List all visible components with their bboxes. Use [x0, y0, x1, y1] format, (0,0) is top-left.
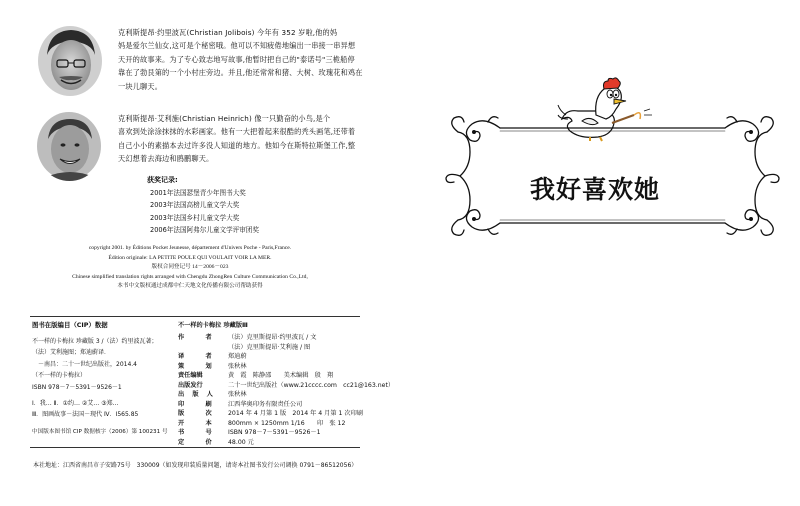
cip-classification: Ⅰ．我… Ⅱ．①约… ②艾… ③郑… — [32, 399, 119, 407]
author-portrait-1 — [37, 25, 104, 97]
award-item: 2001年法国瑟堡青少年图书大奖 — [150, 188, 246, 197]
copyright-line: Édition originale: LA PETITE POULE QUI VOULAIT VOIR LA MER. — [108, 254, 272, 261]
cip-line: （法）艾利施图；郑迪蔚译． — [32, 349, 111, 357]
cip-line: ISBN 978－7－5391－9526－1 — [32, 383, 122, 391]
author-2-line-1: 克利斯提昂·艾利施(Christian Heinrich) 像一只勤奋的小鸟,是个 — [118, 114, 331, 123]
copyright-line: copyright 2001. by Éditions Pocket Jeunesse, département d'Univers Poche - Paris,France. — [88, 245, 292, 251]
author-1-line-1: 克利斯提昂·约里波瓦(Christian Jolibois) 今年有 352 岁啦,他的妈 — [118, 28, 338, 37]
author-2-bio — [118, 112, 358, 166]
publisher-address: 本社地址：江西省南昌市子安路75号 330009（如发现印装质量问题，请寄本社图书发行公司调换 0791－86512056） — [33, 462, 358, 469]
copyright-line: 本书中文版权通过成都中仁天地文化传播有限公司帮助获得 — [117, 283, 263, 290]
page-title: 我好喜欢她 — [530, 175, 661, 204]
cip-record: 中国版本图书馆 CIP 数据核字（2006）第 100231 号 — [32, 428, 168, 435]
cip-classification: Ⅲ．图画故事－法国－现代 Ⅳ．I565.85 — [32, 411, 139, 419]
publication-info: 不一样的卡梅拉 珍藏版Ⅲ 作 者 （法）克里斯提昂·约里波瓦 / 文 （法）克里斯提昂·艾利施 / 图 译 者 郑迪蔚 策 划 张秋林 责任编辑 黄 霞 陈静邵 美术编辑 殷 翔 出版发行 二十一世纪出版社（www.21cccc.com cc21@163.net） 出 版 人 张秋林 印 刷 江西华奥印务有限责任公司 版 次 2014 年 4 月第 1 版 2014 年 4 月第 1 次印刷 开 本 800mm × 1250mm 1/16 印 张 12 书 号 ISBN 978－7－5391－9526－1 定 价 48.00 元 — [178, 322, 395, 446]
copyright-line: Chinese simplified translation rights arranged with Chengdu ZhongRen Culture Communication Co.,Ltd, — [72, 273, 308, 280]
cip-line: －南昌：二十一世纪出版社，2014.4 — [38, 360, 137, 368]
award-item: 2003年法国乡村儿童文学大奖 — [150, 213, 240, 222]
award-item: 2003年法国高榜儿童文学大奖 — [150, 201, 240, 210]
cip-line: （不一样的卡梅拉） — [32, 372, 87, 380]
divider-top — [30, 316, 360, 317]
author-1-line-3: 天开的故事来。为了专心致志地写故事,他暂时把自己的"泰诺号"三桅船停 — [118, 54, 355, 64]
author-1-line-5: 一块儿聊天。 — [118, 81, 163, 91]
author-portrait-2 — [36, 111, 103, 181]
cip-block — [32, 320, 168, 438]
book-title: 不一样的卡梅拉 珍藏版Ⅲ — [178, 322, 248, 329]
awards-heading: 获奖记录: — [147, 176, 178, 184]
author-1-line-2: 妈是爱尔兰仙女,这可是个秘密哦。他可以不知疲倦地编出一串接一串异想 — [118, 41, 356, 51]
author-1-line-4: 靠在了勃艮第的一个小村庄旁边。并且,他还常常和猪、大树、玫瑰花和鸡在 — [118, 68, 363, 78]
copyright-block — [30, 244, 350, 292]
awards-list — [147, 174, 259, 237]
author-1-bio — [118, 26, 363, 93]
author-2-line-4: 天幻想着去海边和鸥鹏聊天。 — [118, 154, 214, 164]
copyright-line: 版权合同登记号 14－2006－023 — [151, 264, 229, 271]
cip-heading: 图书在版编目（CIP）数据 — [32, 321, 108, 329]
author-2-line-2: 喜欢到处涂涂抹抹的水彩画家。他有一大把着起来很酷的秃头画笔,还带着 — [118, 127, 356, 137]
author-2-line-3: 自己小小的素描本去过许多没人知道的地方。他如今在斯特拉斯堡工作,整 — [118, 140, 356, 150]
cip-line: 不一样的卡梅拉 珍藏版 3 /（法）约里波瓦著； — [32, 337, 158, 345]
award-item: 2006年法国阿弗尔儿童文学评审团奖 — [150, 226, 260, 235]
